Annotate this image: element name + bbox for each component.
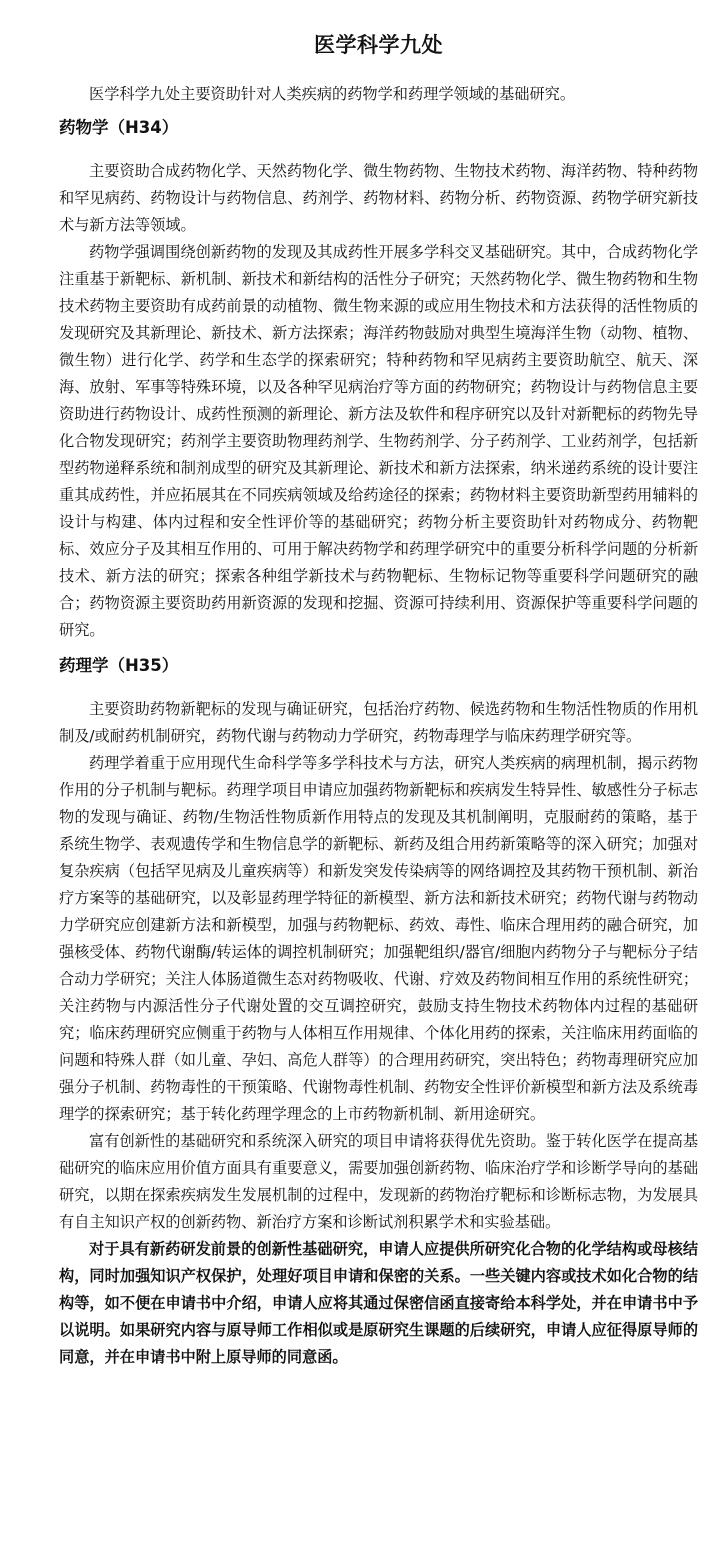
paragraph-confidentiality-notice: 对于具有新药研发前景的创新性基础研究，申请人应提供所研究化合物的化学结构或母核结构，同时加强知识产权保护，处理好项目申请和保密的关系。一些关键内容或技术如化合物的结构等，如不便在申请书中介绍，申请人应将其通过保密信函直接寄给本科学处，并在申请书中予以说明。如果研究内容与原导师工作相似或是原研究生课题的后续研究，申请人应征得原导师的同意，并在申请书中附上原导师的同意函。: [59, 1240, 698, 1366]
paragraph-pharmacy-scope: 主要资助合成药物化学、天然药物化学、微生物药物、生物技术药物、海洋药物、特种药物和罕见病药、药物设计与药物信息、药剂学、药物材料、药物分析、药物资源、药物学研究新技术与新方法等领域。: [59, 162, 698, 234]
page-title: 医学科学九处: [314, 33, 443, 57]
section-heading-pharmacy: 药物学（H34）: [59, 118, 179, 137]
paragraph-pharmacology-emphasis: 药理学着重于应用现代生命科学等多学科技术与方法，研究人类疾病的病理机制，揭示药物作用的分子机制与靶标。药理学项目申请应加强药物新靶标和疾病发生特异性、敏感性分子标志物的发现与确证、药物/生物活性物质新作用特点的发现及其机制阐明，克服耐药的策略，基于系统生物学、表观遗传学和生物信息学的新靶标、新药及组合用药新策略等的深入研究；加强对复杂疾病（包括罕见病及儿童疾病等）和新发突发传染病等的网络调控及其药物干预机制、新治疗方案等的基础研究，以及彰显药理学特征的新模型、新方法和新技术研究；药物代谢与药物动力学研究应创建新方法和新模型，加强与药物靶标、药效、毒性、临床合理用药的融合研究，加强核受体、药物代谢酶/转运体的调控机制研究；加强靶组织/器官/细胞内药物分子与靶标分子结合动力学研究；关注人体肠道微生态对药物吸收、代谢、疗效及药物间相互作用的系统性研究；关注药物与内源活性分子代谢处置的交互调控研究，鼓励支持生物技术药物体内过程的基础研究；临床药理研究应侧重于药物与人体相互作用规律、个体化用药的探索，关注临床用药面临的问题和特殊人群（如儿童、孕妇、高危人群等）的合理用药研究，突出特色；药物毒理研究应加强分子机制、药物毒性的干预策略、代谢物毒性机制、药物安全性评价新模型和新方法及系统毒理学的探索研究；基于转化药理学理念的上市药物新机制、新用途研究。: [59, 754, 698, 1123]
paragraph-pharmacology-scope: 主要资助药物新靶标的发现与确证研究，包括治疗药物、候选药物和生物活性物质的作用机制及/或耐药机制研究，药物代谢与药物动力学研究，药物毒理学与临床药理学研究等。: [59, 700, 698, 745]
intro-paragraph: 医学科学九处主要资助针对人类疾病的药物学和药理学领域的基础研究。: [89, 85, 575, 103]
paragraph-pharmacy-emphasis: 药物学强调围绕创新药物的发现及其成药性开展多学科交叉基础研究。其中，合成药物化学注重基于新靶标、新机制、新技术和新结构的活性分子研究；天然药物化学、微生物药物和生物技术药物主要资助有成药前景的动植物、微生物来源的或应用生物技术和方法获得的活性物质的发现研究及其新理论、新技术、新方法探索；海洋药物鼓励对典型生境海洋生物（动物、植物、微生物）进行化学、药学和生态学的探索研究；特种药物和罕见病药主要资助航空、航天、深海、放射、军事等特殊环境，以及各种罕见病治疗等方面的药物研究；药物设计与药物信息主要资助进行药物设计、成药性预测的新理论、新方法及软件和程序研究以及针对新靶标的药物先导化合物发现研究；药剂学主要资助物理药剂学、生物药剂学、分子药剂学、工业药剂学，包括新型药物递释系统和制剂成型的研究及其新理论、新技术和新方法探索，纳米递药系统的设计要注重其成药性，并应拓展其在不同疾病领域及给药途径的探索；药物材料主要资助新型药用辅料的设计与构建、体内过程和安全性评价等的基础研究；药物分析主要资助针对药物成分、药物靶标、效应分子及其相互作用的、可用于解决药物学和药理学研究中的重要分析科学问题的分析新技术、新方法的研究；探索各种组学新技术与药物靶标、生物标记物等重要科学问题研究的融合；药物资源主要资助药用新资源的发现和挖掘、资源可持续利用、资源保护等重要科学问题的研究。: [59, 243, 698, 639]
section-heading-pharmacology: 药理学（H35）: [59, 656, 179, 675]
paragraph-priority-funding: 富有创新性的基础研究和系统深入研究的项目申请将获得优先资助。鉴于转化医学在提高基础研究的临床应用价值方面具有重要意义，需要加强创新药物、临床治疗学和诊断学导向的基础研究，以期在探索疾病发生发展机制的过程中，发现新的药物治疗靶标和诊断标志物，为发展具有自主知识产权的创新药物、新治疗方案和诊断试剂积累学术和实验基础。: [59, 1132, 698, 1231]
